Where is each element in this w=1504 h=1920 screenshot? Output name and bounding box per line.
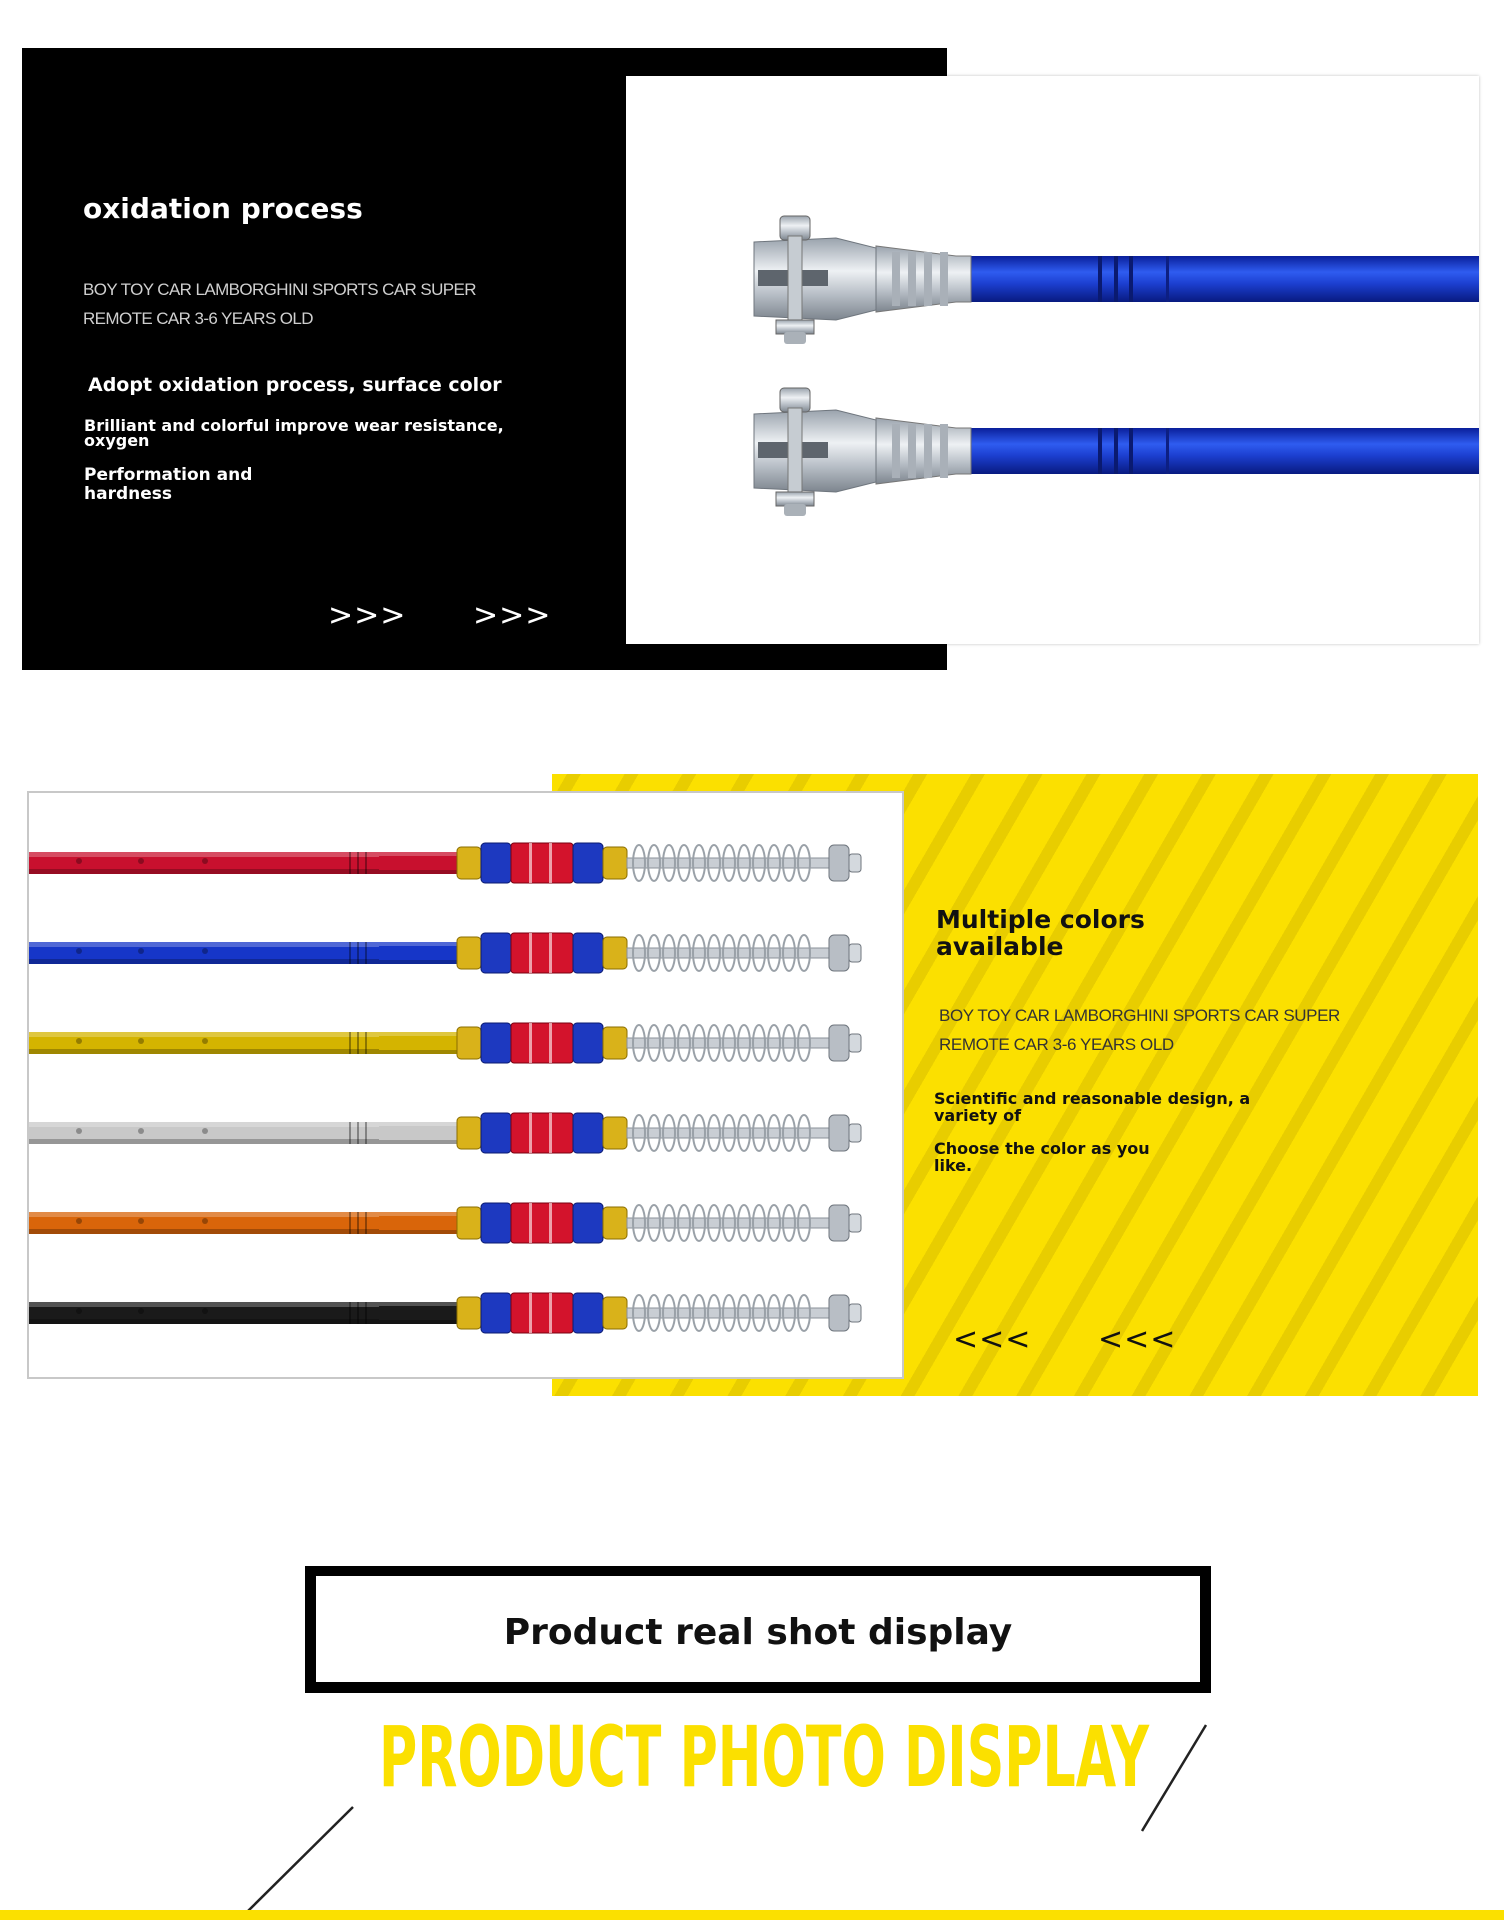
bottom-color-band (0, 1910, 1504, 1920)
arrow-left-icon: <<< (953, 1322, 1032, 1357)
colored-rod (29, 1113, 861, 1153)
rod-end-upper (754, 216, 1479, 344)
colors-subtitle-line2: REMOTE CAR 3-6 YEARS OLD (939, 1035, 1174, 1054)
colored-rod (29, 1203, 861, 1243)
oxidation-subtitle-line1: BOY TOY CAR LAMBORGHINI SPORTS CAR SUPER (83, 280, 476, 299)
section-header-box (305, 1566, 1211, 1693)
decorative-line-left (247, 1807, 353, 1912)
colors-bullet-1: Scientific and reasonable design, a variety of (934, 1089, 1251, 1125)
banner-headline-text: PRODUCT PHOTO DISPLAY (379, 1708, 1150, 1806)
oxidation-bullet-1: Adopt oxidation process, surface color (88, 374, 502, 396)
oxidation-subtitle-line2: REMOTE CAR 3-6 YEARS OLD (83, 309, 313, 328)
colors-bullet-2: Choose the color as you like. (934, 1139, 1150, 1175)
oxidation-bullet-3: Performation and hardness (84, 465, 253, 504)
colored-rods-illustration (29, 793, 902, 1377)
colored-rod (29, 1023, 861, 1063)
arrow-right-icon: >>> (473, 598, 552, 633)
blue-rod-illustration (626, 76, 1479, 644)
colored-rod (29, 933, 861, 973)
colored-rod (29, 843, 861, 883)
arrow-right-icon: >>> (328, 598, 407, 633)
oxidation-bullet-2: Brilliant and colorful improve wear resistance, oxygen (84, 416, 504, 450)
colored-rod (29, 1293, 861, 1333)
oxidation-product-photo (626, 76, 1479, 644)
colors-subtitle-line1: BOY TOY CAR LAMBORGHINI SPORTS CAR SUPER (939, 1006, 1340, 1025)
banner-headline (374, 1706, 1154, 1806)
section-header-title: Product real shot display (503, 1612, 1013, 1653)
oxidation-title: oxidation process (83, 192, 363, 225)
colors-product-photo (27, 791, 904, 1379)
colors-title: Multiple colors available (936, 905, 1145, 961)
rod-end-lower (754, 388, 1479, 516)
arrow-left-icon: <<< (1098, 1322, 1177, 1357)
